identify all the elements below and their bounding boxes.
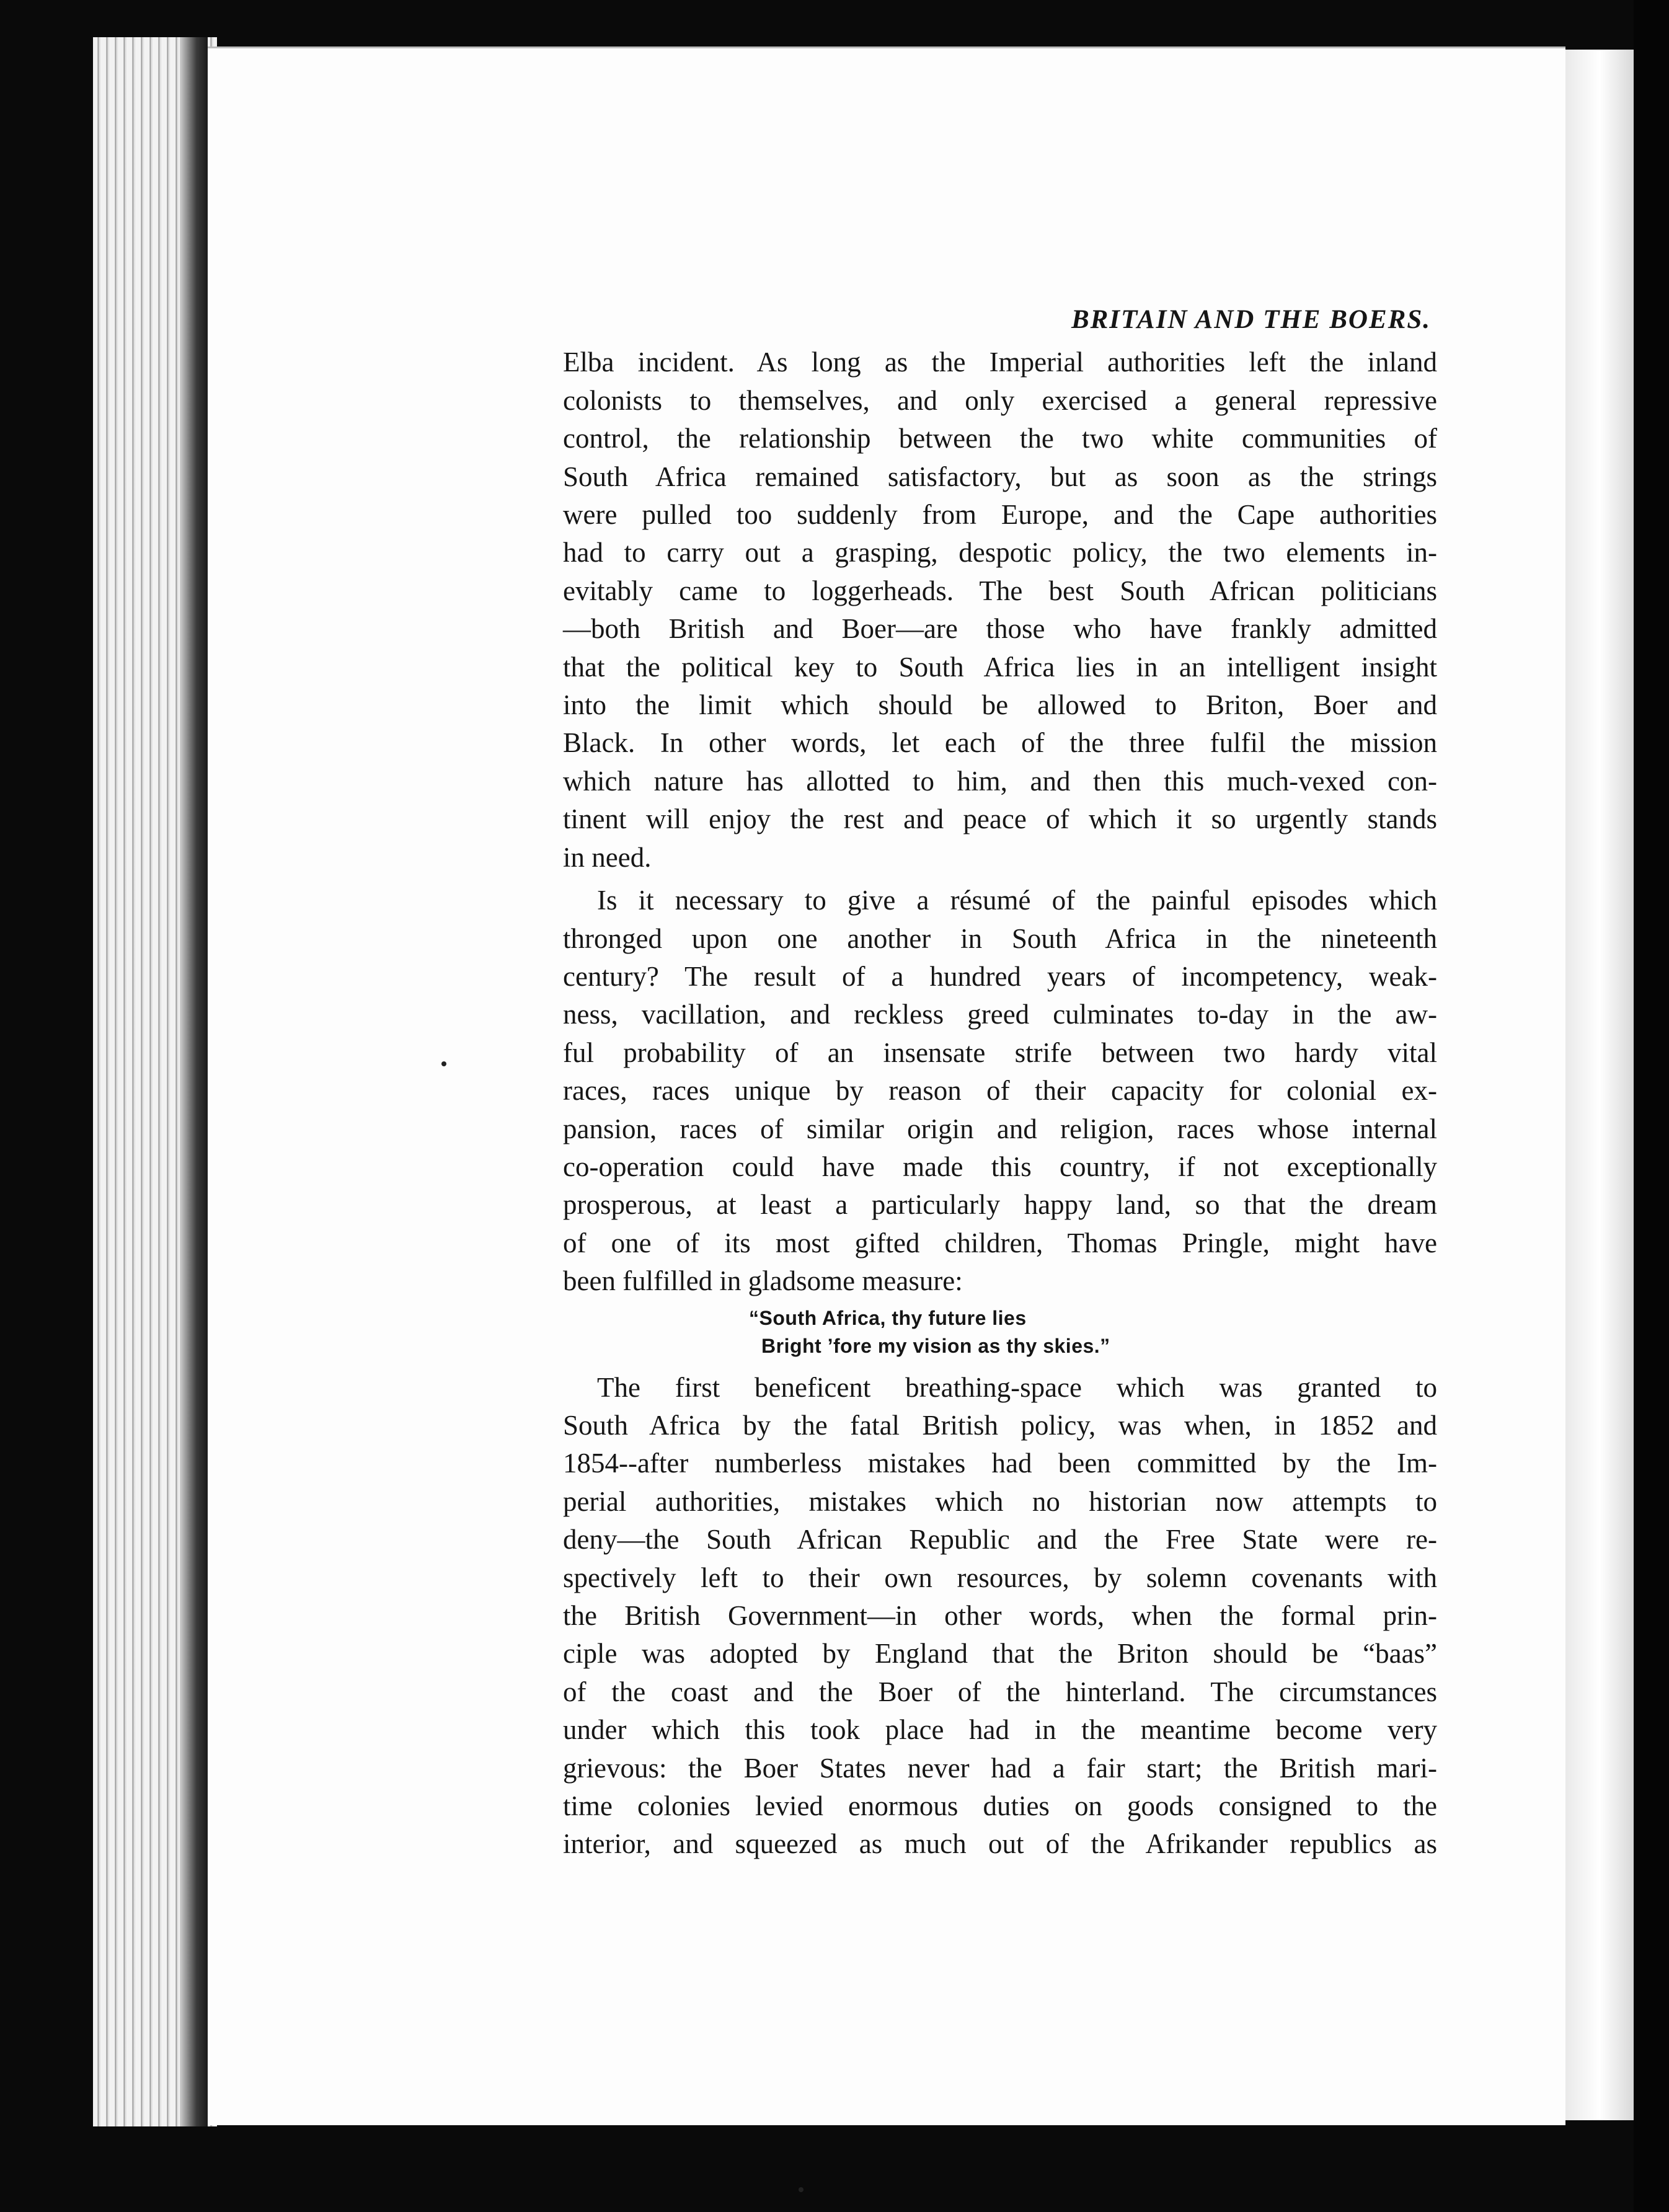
text-line: under which this took place had in the meantime become very — [563, 1714, 1437, 1746]
paragraph-3 — [563, 1369, 1437, 1864]
text-line: of one of its most gifted children, Thomas Pringle, might have — [563, 1227, 1437, 1259]
text-line: were pulled too suddenly from Europe, and the Cape authorities — [563, 499, 1437, 531]
verse-line-2: Bright ’fore my vision as thy skies.” — [761, 1334, 1110, 1357]
text-line: prosperous, at least a particularly happy land, so that the dream — [563, 1189, 1437, 1221]
ink-speck — [441, 1061, 446, 1066]
text-line: evitably came to loggerheads. The best South African politicians — [563, 575, 1437, 606]
ink-speck — [799, 2187, 804, 2192]
text-line: colonists to themselves, and only exercised a general repressive — [563, 384, 1437, 416]
text-line: races, races unique by reason of their capacity for colonial ex- — [563, 1075, 1437, 1107]
text-line: co-operation could have made this country, if not exceptionally — [563, 1151, 1437, 1182]
text-line: 1854--after numberless mistakes had been committed by the Im- — [563, 1448, 1437, 1479]
text-line: pansion, races of similar origin and religion, races whose internal — [563, 1113, 1437, 1144]
paragraph-2 — [563, 882, 1437, 1300]
text-line: century? The result of a hundred years of incompetency, weak- — [563, 960, 1437, 992]
text-line: deny—the South African Republic and the Free State were re- — [563, 1524, 1437, 1555]
text-line: into the limit which should be allowed to Briton, Boer and — [563, 689, 1437, 721]
page-gutter-shadow — [180, 37, 208, 2126]
text-line: Is it necessary to give a résumé of the painful episodes which — [597, 885, 1437, 916]
text-line: interior, and squeezed as much out of the Afrikander republics as — [563, 1828, 1437, 1860]
text-line: ful probability of an insensate strife between two hardy vital — [563, 1037, 1437, 1068]
verse-line-1: “South Africa, thy future lies — [749, 1306, 1027, 1329]
text-line: thronged upon one another in South Africa in the nineteenth — [563, 922, 1437, 954]
scan-border-right — [1634, 0, 1669, 2212]
text-line: that the political key to South Africa lies in an intelligent insight — [563, 651, 1437, 683]
text-line: the British Government—in other words, when the formal prin- — [563, 1600, 1437, 1631]
text-line: Elba incident. As long as the Imperial authorities left the inland — [563, 347, 1437, 378]
text-line: Black. In other words, let each of the three fulfil the mission — [563, 727, 1437, 759]
verse-quotation — [563, 1304, 1437, 1360]
text-line: tinent will enjoy the rest and peace of which it so urgently stands — [563, 803, 1437, 835]
running-head: BRITAIN AND THE BOERS. — [1071, 305, 1431, 334]
text-line: The first beneficent breathing-space which was granted to — [597, 1371, 1437, 1403]
text-line: grievous: the Boer States never had a fair start; the British mari- — [563, 1752, 1437, 1784]
text-line: ciple was adopted by England that the Briton should be “baas” — [563, 1638, 1437, 1670]
text-line: ness, vacillation, and reckless greed culminates to-day in the aw- — [563, 999, 1437, 1030]
paragraph-1 — [563, 343, 1437, 877]
text-line: —both British and Boer—are those who have frankly admitted — [563, 613, 1437, 645]
text-line: had to carry out a grasping, despotic policy, the two elements in- — [563, 537, 1437, 568]
text-line: which nature has allotted to him, and then this much-vexed con- — [563, 765, 1437, 797]
paragraph-gap — [563, 877, 1437, 882]
text-line: control, the relationship between the two white communities of — [563, 423, 1437, 454]
text-line: been fulfilled in gladsome measure: — [563, 1265, 963, 1297]
facing-page-edge — [1565, 50, 1634, 2120]
page-text-block — [563, 301, 1437, 1864]
text-line: South Africa by the fatal British policy, was when, in 1852 and — [563, 1409, 1437, 1441]
text-line: in need. — [563, 841, 652, 873]
text-line: South Africa remained satisfactory, but as soon as the strings — [563, 461, 1437, 492]
text-line: time colonies levied enormous duties on goods consigned to the — [563, 1790, 1437, 1822]
text-line: spectively left to their own resources, by solemn covenants with — [563, 1562, 1437, 1593]
text-line: of the coast and the Boer of the hinterland. The circumstances — [563, 1676, 1437, 1707]
text-line: perial authorities, mistakes which no historian now attempts to — [563, 1485, 1437, 1517]
